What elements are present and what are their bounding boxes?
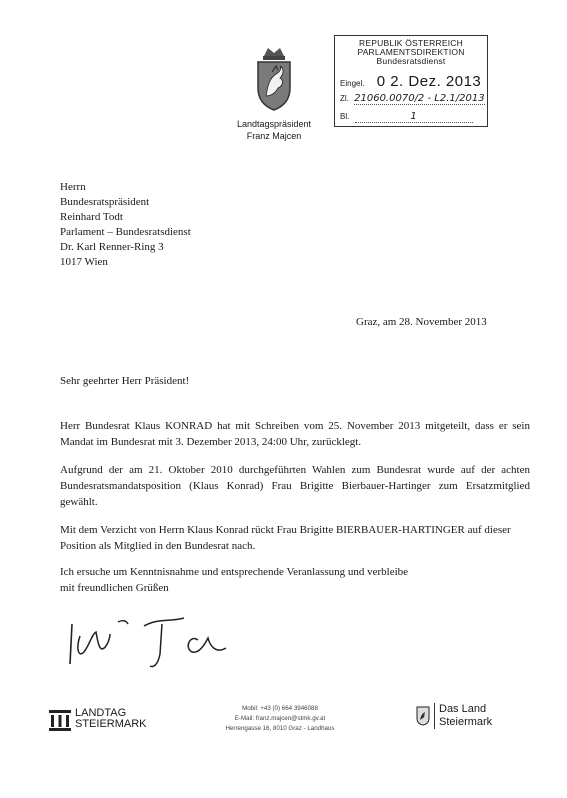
address-line: Reinhard Todt: [60, 211, 123, 223]
stamp-ref-label: Zl.: [340, 94, 349, 103]
stamp-bl-label: Bl.: [340, 112, 350, 121]
address-line: 1017 Wien: [60, 256, 108, 268]
stamp-ref-value: 21060.0070/2 - L2.1/2013: [354, 93, 485, 104]
footer-left-line-1: LANDTAG: [75, 707, 127, 719]
stamp-bl-row: [340, 111, 480, 123]
coat-of-arms-icon: [250, 44, 298, 114]
footer-right-line-1: Das Land: [439, 703, 487, 715]
issuer-title: Landtagspräsident: [236, 119, 312, 129]
handwritten-signature: [66, 604, 246, 679]
address-line: Dr. Karl Renner-Ring 3: [60, 241, 164, 253]
recipient-address: [60, 180, 191, 270]
stamp-line-1: REPUBLIK ÖSTERREICH: [359, 38, 463, 48]
issuer-name: Franz Majcen: [246, 131, 302, 141]
address-line: Herrn: [60, 181, 86, 193]
footer-contact: [220, 704, 340, 734]
address-line: Parlament – Bundesratsdienst: [60, 226, 191, 238]
date-line: Graz, am 28. November 2013: [356, 316, 487, 328]
contact-email: E-Mail: franz.majcen@stmk.gv.at: [234, 715, 326, 722]
salutation: Sehr geehrter Herr Präsident!: [60, 375, 190, 387]
stamp-line-2: PARLAMENTSDIREKTION: [357, 47, 465, 57]
stamp-line-3: Bundesratsdienst: [376, 56, 446, 66]
contact-address: Herrengasse 16, 8010 Graz - Landhaus: [225, 725, 335, 732]
closing: mit freundlichen Grüßen: [60, 582, 169, 594]
stamp-received-label: Eingel.: [340, 79, 365, 88]
stamp-received-row: [340, 73, 481, 90]
contact-phone: Mobil: +43 (0) 664 3946088: [242, 705, 318, 712]
stamp-ref-row: [340, 93, 485, 104]
stamp-bl-value: 1: [410, 111, 417, 122]
stamp-received-date: 0 2. Dez. 2013: [376, 73, 482, 90]
shield-icon: [416, 706, 430, 726]
body-paragraph: Herr Bundesrat Klaus KONRAD hat mit Schreiben vom 25. November 2013 mitgeteilt, dass er sein Mandat im Bundesrat mit 3. Dezember 2013, 24:00 Uhr, zurücklegt.: [60, 420, 530, 448]
body-paragraph: Mit dem Verzicht von Herrn Klaus Konrad rückt Frau Brigitte BIERBAUER-HARTINGER auf dieser Position als Mitglied in den Bundesrat nach.: [60, 524, 511, 552]
footer-right-line-2: Steiermark: [439, 716, 493, 728]
landtag-emblem-icon: [49, 710, 71, 732]
address-line: Bundesratspräsident: [60, 196, 150, 208]
received-stamp: [334, 35, 488, 127]
body-paragraph: Aufgrund der am 21. Oktober 2010 durchgeführten Wahlen zum Bundesrat wurde auf der achten Bundesratsmandatsposition (Klaus Konrad) Frau Brigitte Bierbauer-Hartinger zum Ersatzmitglied gewählt.: [60, 464, 530, 508]
body-paragraph: Ich ersuche um Kenntnisnahme und entsprechende Veranlassung und verbleibe: [60, 566, 409, 578]
issuer-block: [230, 118, 318, 142]
footer-left-line-2: STEIERMARK: [75, 718, 147, 730]
